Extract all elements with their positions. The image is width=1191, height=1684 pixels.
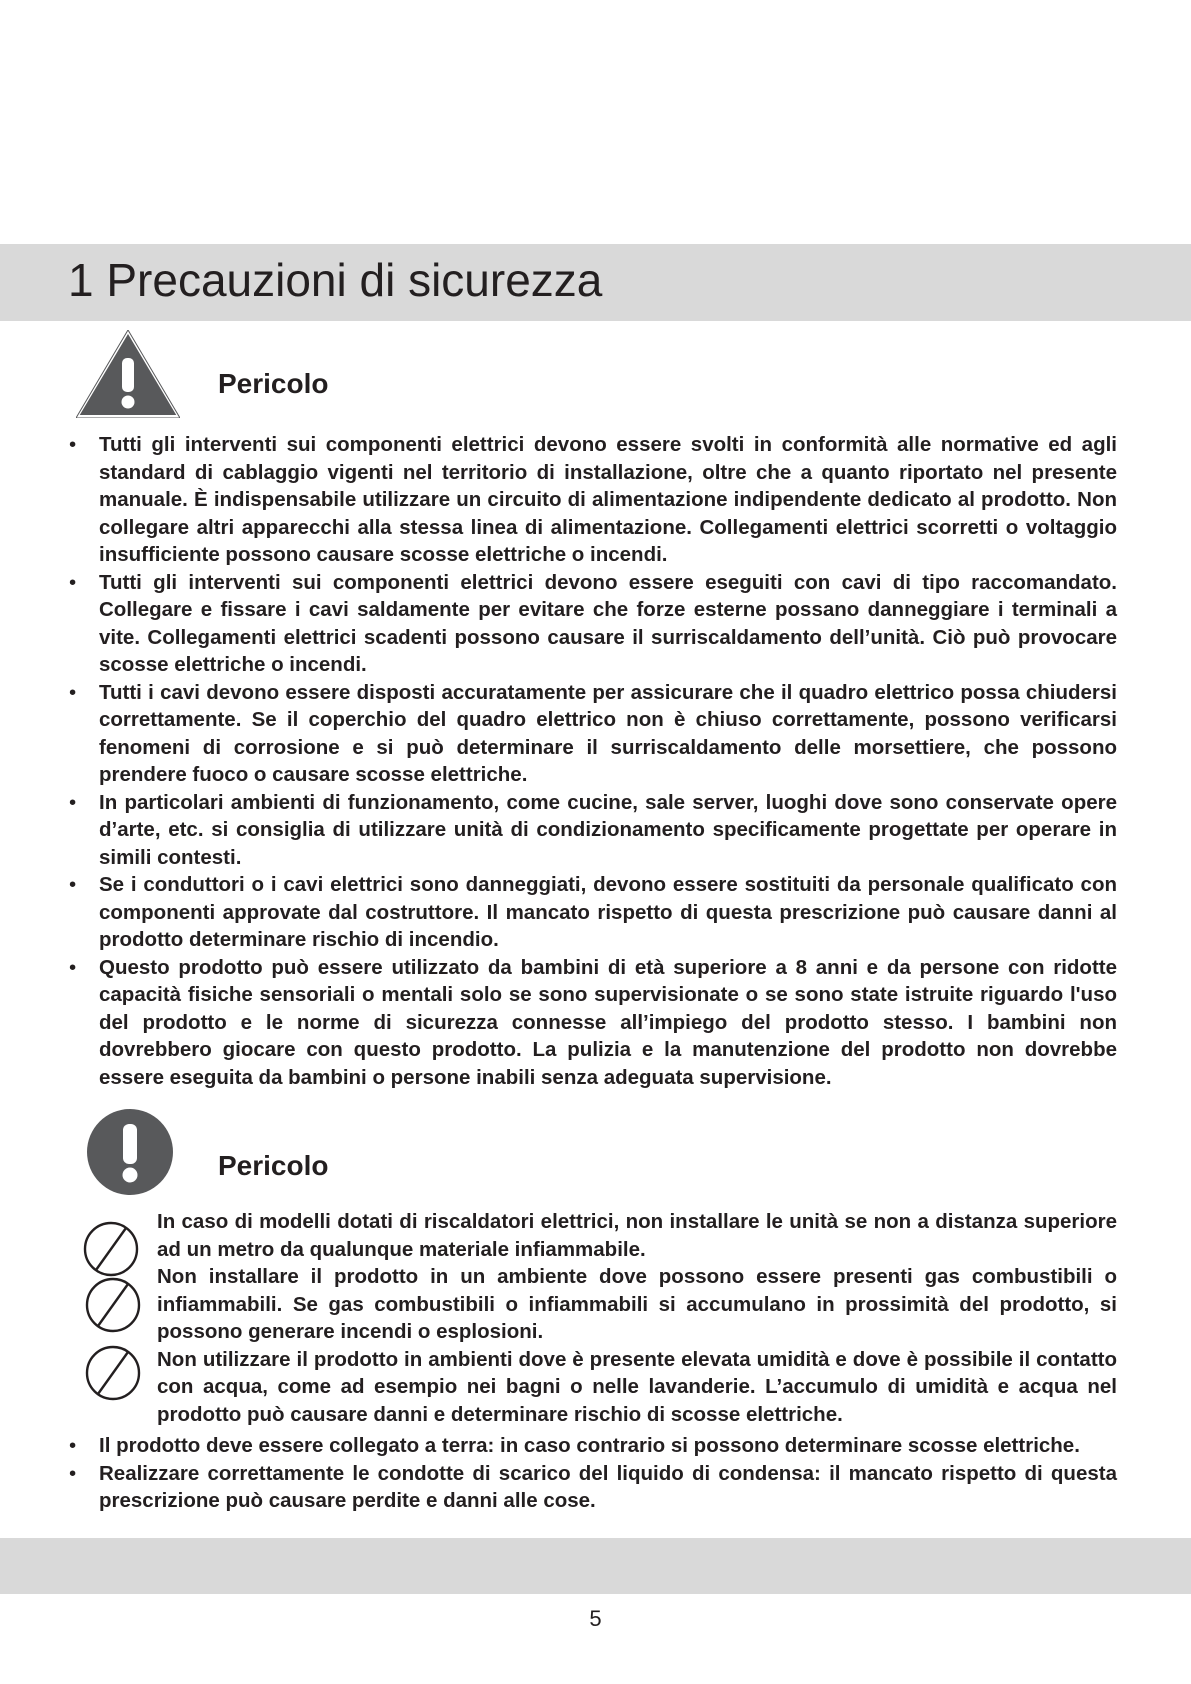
prohibited-icon [84,1276,142,1334]
exclamation-circle-icon [86,1108,174,1196]
danger-list-2 [68,1432,1117,1515]
prohibited-icon [84,1344,142,1402]
page-title: 1 Precauzioni di sicurezza [68,254,603,306]
list-item: • Realizzare correttamente le condotte di scarico del liquido di condensa: il mancato rispetto di questa prescrizione può causare perdite e danni alle cose. [68,1460,1117,1515]
list-item: • Tutti gli interventi sui componenti elettrici devono essere eseguiti con cavi di tipo raccomandato. Collegare e fissare i cavi saldamente per evitare che forze esterne possano danneggiare i terminali a vite. Collegamenti elettrici scadenti possono causare il surriscaldamento dell’unità. Ciò può provocare scosse elettriche o incendi. [68,569,1117,679]
list-item: • Se i conduttori o i cavi elettrici sono danneggiati, devono essere sostituiti da personale qualificato con componenti approvate dal costruttore. Il mancato rispetto di questa prescrizione può causare danni al prodotto determinare rischio di incendio. [68,871,1117,954]
section-danger-header [76,330,1116,420]
header-band [0,244,1191,321]
list-item: • Tutti i cavi devono essere disposti accuratamente per assicurare che il quadro elettrico possa chiudersi correttamente. Se il coperchio del quadro elettrico non è chiuso correttamente, possono verificarsi fenomeni di corrosione e si può determinare il surriscaldamento delle morsettiere, che possono prendere fuoco o causare scosse elettriche. [68,679,1117,789]
prohibition-item: Non utilizzare il prodotto in ambienti dove è presente elevata umidità e dove è possibile il contatto con acqua, come ad esempio nei bagni o nelle lavanderie. L’accumulo di umidità e acqua nel prodotto può causare danni e determinare rischio di scosse elettriche. [157,1347,1117,1426]
danger-list [68,431,1117,1091]
section-danger-header-2 [76,1108,1116,1198]
prohibitions-block [82,1208,1117,1430]
prohibitions-text [157,1208,1117,1428]
list-item: • Questo prodotto può essere utilizzato da bambini di età superiore a 8 anni e da persone con ridotte capacità fisiche sensoriali o mentali solo se sono supervisionate o se sono state istruite riguardo l'uso del prodotto e le norme di sicurezza connesse all’impiego del prodotto stesso. I bambini non dovrebbero giocare con questo prodotto. La pulizia e la manutenzione del prodotto non dovrebbe essere eseguita da bambini o persone inabili senza adeguata supervisione. [68,954,1117,1092]
list-item: • Il prodotto deve essere collegato a terra: in caso contrario si possono determinare scosse elettriche. [68,1432,1117,1460]
list-item: • Tutti gli interventi sui componenti elettrici devono essere svolti in conformità alle normative ed agli standard di cablaggio vigenti nel territorio di installazione, oltre che a quanto riportato nel presente manuale. È indispensabile utilizzare un circuito di alimentazione indipendente dedicato al prodotto. Non collegare altri apparecchi alla stessa linea di alimentazione. Collegamenti elettrici scorretti o voltaggio insufficiente possono causare scosse elettriche o incendi. [68,431,1117,569]
section-title: Pericolo [218,368,329,399]
prohibition-item: In caso di modelli dotati di riscaldatori elettrici, non installare le unità se non a distanza superiore ad un metro da qualunque materiale infiammabile. [157,1210,1117,1261]
page-number: 5 [589,1606,602,1631]
footer-band [0,1538,1191,1594]
warning-triangle-icon [76,330,180,418]
prohibition-item: Non installare il prodotto in un ambiente dove possono essere presenti gas combustibili o infiammabili. Se gas combustibili o infiammabili si accumulano in prossimità del prodotto, si possono generare incendi o esplosioni. [157,1265,1117,1343]
section-title-2: Pericolo [218,1150,329,1181]
prohibited-icon [82,1220,140,1278]
list-item: • In particolari ambienti di funzionamento, come cucine, sale server, luoghi dove sono conservate opere d’arte, etc. si consiglia di utilizzare unità di condizionamento specificamente progettate per operare in simili contesti. [68,789,1117,872]
